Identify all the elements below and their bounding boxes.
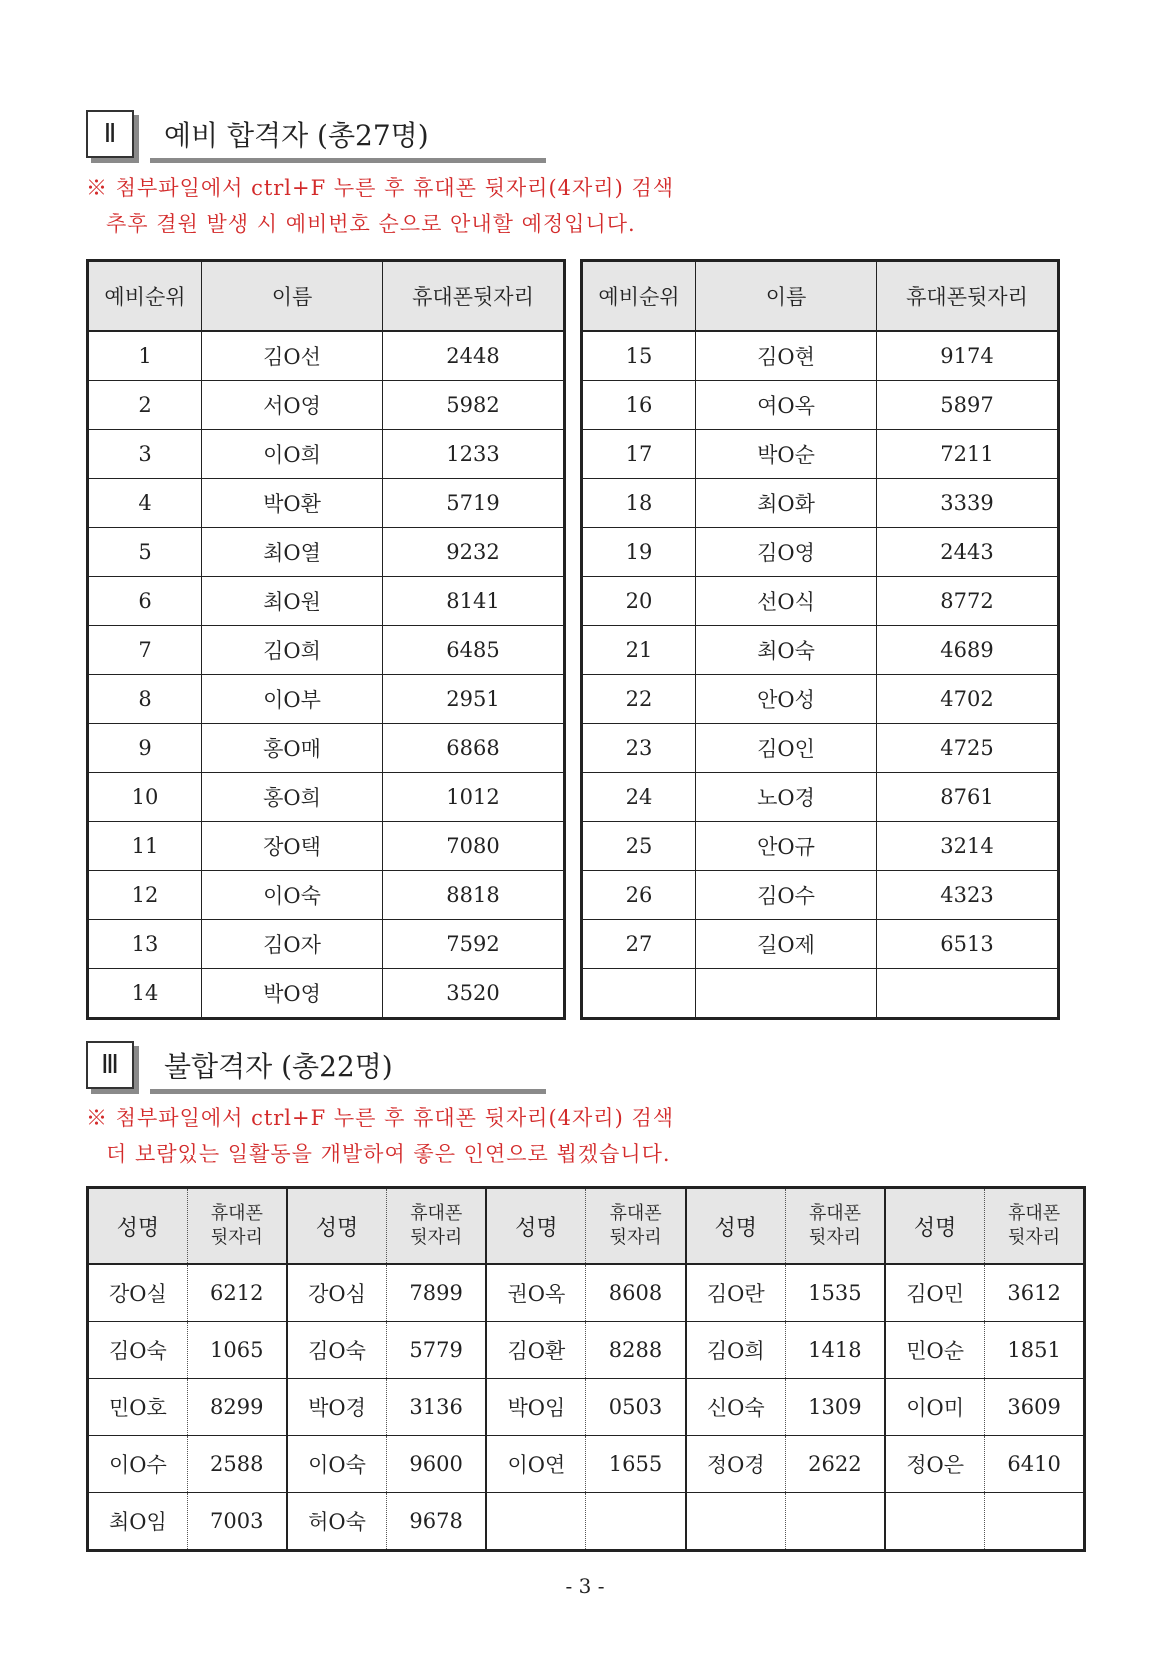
header-name: 성명 [686,1188,786,1265]
rank-cell: 6 [88,577,202,626]
phone-cell: 8772 [877,577,1059,626]
name-cell: 홍O희 [202,773,383,822]
phone-cell: 8141 [383,577,565,626]
phone-cell: 9174 [877,331,1059,381]
rank-cell: 12 [88,871,202,920]
phone-cell [785,1493,885,1551]
section-2-heading [86,110,546,158]
name-cell [885,1493,985,1551]
name-cell: 최O원 [202,577,383,626]
section-2-underline [150,158,546,163]
rank-cell: 5 [88,528,202,577]
table-row [88,1493,1085,1551]
phone-cell: 8608 [586,1264,686,1322]
name-cell: 김O란 [686,1264,786,1322]
name-cell: 허O숙 [287,1493,387,1551]
section-3-underline [150,1089,546,1094]
table-row [582,871,1059,920]
phone-cell: 8299 [187,1379,287,1436]
header-phone-line1: 휴대폰 [1008,1203,1061,1224]
phone-cell: 9232 [383,528,565,577]
header-phone-line2: 뒷자리 [1008,1227,1061,1248]
table-row [88,675,565,724]
name-cell: 최O임 [88,1493,188,1551]
phone-cell: 8818 [383,871,565,920]
name-cell: 김O선 [202,331,383,381]
header-phone [985,1188,1085,1265]
name-cell: 민O호 [88,1379,188,1436]
name-cell: 김O영 [696,528,877,577]
phone-cell: 6212 [187,1264,287,1322]
name-cell: 서O영 [202,381,383,430]
rank-cell: 15 [582,331,696,381]
header-rank: 예비순위 [582,261,696,332]
name-cell: 김O자 [202,920,383,969]
table-row [582,773,1059,822]
name-cell: 정O경 [686,1436,786,1493]
phone-cell [586,1493,686,1551]
rank-cell: 22 [582,675,696,724]
phone-cell: 3136 [387,1379,487,1436]
phone-cell: 1851 [985,1322,1085,1379]
name-cell: 민O순 [885,1322,985,1379]
rank-cell: 27 [582,920,696,969]
table-row [88,577,565,626]
rank-cell: 17 [582,430,696,479]
name-cell: 김O희 [202,626,383,675]
table-row [582,675,1059,724]
name-cell: 홍O매 [202,724,383,773]
name-cell: 신O숙 [686,1379,786,1436]
rank-cell: 8 [88,675,202,724]
header-rank: 예비순위 [88,261,202,332]
table-row [88,920,565,969]
phone-cell: 3339 [877,479,1059,528]
phone-cell: 2622 [785,1436,885,1493]
phone-cell: 6868 [383,724,565,773]
rank-cell: 21 [582,626,696,675]
phone-cell: 1535 [785,1264,885,1322]
rank-cell: 9 [88,724,202,773]
header-phone-line1: 휴대폰 [410,1203,463,1224]
section-3-number-box: Ⅲ [86,1041,134,1089]
section-2-number-box: Ⅱ [86,110,134,158]
table-row [88,871,565,920]
name-cell: 최O화 [696,479,877,528]
header-phone-line1: 휴대폰 [609,1203,662,1224]
table-row [88,626,565,675]
header-name: 성명 [885,1188,985,1265]
name-cell: 이O미 [885,1379,985,1436]
name-cell: 이O숙 [287,1436,387,1493]
phone-cell: 1418 [785,1322,885,1379]
phone-cell: 1233 [383,430,565,479]
table-row [582,331,1059,381]
section-3-title: 불합격자 (총22명) [164,1050,393,1083]
table-row [88,528,565,577]
phone-cell: 3609 [985,1379,1085,1436]
rank-cell: 1 [88,331,202,381]
phone-cell: 3612 [985,1264,1085,1322]
name-cell [696,969,877,1019]
reserve-table-header-row [88,261,565,332]
section-3-note [86,1100,674,1172]
name-cell: 김O숙 [88,1322,188,1379]
rank-cell: 25 [582,822,696,871]
phone-cell: 5719 [383,479,565,528]
name-cell: 이O희 [202,430,383,479]
name-cell: 이O숙 [202,871,383,920]
name-cell: 박O환 [202,479,383,528]
header-name: 이름 [202,261,383,332]
phone-cell: 2951 [383,675,565,724]
rank-cell: 23 [582,724,696,773]
header-name: 성명 [88,1188,188,1265]
table-row [582,920,1059,969]
rank-cell: 26 [582,871,696,920]
table-row [88,430,565,479]
phone-cell: 3520 [383,969,565,1019]
phone-cell [877,969,1059,1019]
name-cell: 김O수 [696,871,877,920]
name-cell: 김O민 [885,1264,985,1322]
name-cell: 박O임 [486,1379,586,1436]
name-cell: 박O경 [287,1379,387,1436]
name-cell: 권O옥 [486,1264,586,1322]
name-cell: 정O은 [885,1436,985,1493]
rank-cell: 7 [88,626,202,675]
phone-cell: 2588 [187,1436,287,1493]
phone-cell: 1655 [586,1436,686,1493]
table-row [582,381,1059,430]
rank-cell: 14 [88,969,202,1019]
header-name: 성명 [287,1188,387,1265]
header-name: 이름 [696,261,877,332]
name-cell [486,1493,586,1551]
phone-cell: 7003 [187,1493,287,1551]
phone-cell [985,1493,1085,1551]
header-phone-line2: 뒷자리 [210,1227,263,1248]
name-cell: 안O규 [696,822,877,871]
phone-cell: 0503 [586,1379,686,1436]
phone-cell: 5779 [387,1322,487,1379]
name-cell: 박O영 [202,969,383,1019]
name-cell: 김O환 [486,1322,586,1379]
table-row [582,430,1059,479]
table-row [582,577,1059,626]
header-phone: 휴대폰뒷자리 [877,261,1059,332]
header-phone [785,1188,885,1265]
name-cell: 김O희 [686,1322,786,1379]
name-cell: 최O숙 [696,626,877,675]
name-cell: 김O인 [696,724,877,773]
name-cell: 안O성 [696,675,877,724]
phone-cell: 5897 [877,381,1059,430]
header-phone-line1: 휴대폰 [210,1203,263,1224]
table-row [582,626,1059,675]
rank-cell: 19 [582,528,696,577]
phone-cell: 1309 [785,1379,885,1436]
phone-cell: 4323 [877,871,1059,920]
table-row [88,822,565,871]
rank-cell: 13 [88,920,202,969]
table-row [582,479,1059,528]
section-3-note-line1: ※ 첨부파일에서 ctrl+F 누른 후 휴대폰 뒷자리(4자리) 검색 [86,1106,675,1130]
table-row [88,331,565,381]
name-cell: 최O열 [202,528,383,577]
phone-cell: 6410 [985,1436,1085,1493]
section-2-note [86,170,674,242]
name-cell: 김O숙 [287,1322,387,1379]
reserve-table-left [86,259,566,1020]
rank-cell: 18 [582,479,696,528]
name-cell: 노O경 [696,773,877,822]
table-row [88,1264,1085,1322]
name-cell: 김O현 [696,331,877,381]
rank-cell: 24 [582,773,696,822]
phone-cell: 6513 [877,920,1059,969]
header-phone-line2: 뒷자리 [808,1227,861,1248]
phone-cell: 2448 [383,331,565,381]
phone-cell: 7899 [387,1264,487,1322]
phone-cell: 7080 [383,822,565,871]
reserve-table-header-row [582,261,1059,332]
phone-cell: 2443 [877,528,1059,577]
section-2-note-line2: 추후 결원 발생 시 예비번호 순으로 안내할 예정입니다. [106,212,636,236]
table-row [582,969,1059,1019]
header-phone-line2: 뒷자리 [609,1227,662,1248]
page-number: - 3 - [565,1574,605,1598]
table-row [88,1322,1085,1379]
phone-cell: 4689 [877,626,1059,675]
phone-cell: 9678 [387,1493,487,1551]
header-phone: 휴대폰뒷자리 [383,261,565,332]
table-row [88,724,565,773]
header-phone-line2: 뒷자리 [410,1227,463,1248]
name-cell: 이O수 [88,1436,188,1493]
table-row [88,479,565,528]
phone-cell: 7592 [383,920,565,969]
table-row [582,724,1059,773]
phone-cell: 4702 [877,675,1059,724]
phone-cell: 4725 [877,724,1059,773]
phone-cell: 9600 [387,1436,487,1493]
name-cell [686,1493,786,1551]
phone-cell: 1065 [187,1322,287,1379]
phone-cell: 7211 [877,430,1059,479]
rank-cell [582,969,696,1019]
table-row [88,1436,1085,1493]
table-row [582,528,1059,577]
name-cell: 여O옥 [696,381,877,430]
name-cell: 박O순 [696,430,877,479]
rank-cell: 3 [88,430,202,479]
table-row [88,773,565,822]
phone-cell: 3214 [877,822,1059,871]
name-cell: 강O심 [287,1264,387,1322]
phone-cell: 1012 [383,773,565,822]
name-cell: 선O식 [696,577,877,626]
rank-cell: 2 [88,381,202,430]
name-cell: 장O택 [202,822,383,871]
rank-cell: 10 [88,773,202,822]
header-phone-line1: 휴대폰 [808,1203,861,1224]
phone-cell: 5982 [383,381,565,430]
phone-cell: 6485 [383,626,565,675]
reserve-table-right [580,259,1060,1020]
header-phone [387,1188,487,1265]
name-cell: 강O실 [88,1264,188,1322]
header-name: 성명 [486,1188,586,1265]
failed-table-header-row [88,1188,1085,1265]
section-2-title: 예비 합격자 (총27명) [164,119,429,152]
table-row [582,822,1059,871]
header-phone [586,1188,686,1265]
name-cell: 이O연 [486,1436,586,1493]
rank-cell: 11 [88,822,202,871]
rank-cell: 4 [88,479,202,528]
name-cell: 길O제 [696,920,877,969]
phone-cell: 8761 [877,773,1059,822]
rank-cell: 16 [582,381,696,430]
table-row [88,1379,1085,1436]
section-2-note-line1: ※ 첨부파일에서 ctrl+F 누른 후 휴대폰 뒷자리(4자리) 검색 [86,176,675,200]
failed-table [86,1186,1086,1552]
table-row [88,969,565,1019]
header-phone [187,1188,287,1265]
section-3-heading [86,1041,546,1089]
section-3-note-line2: 더 보람있는 일활동을 개발하여 좋은 인연으로 뵙겠습니다. [106,1142,671,1166]
table-row [88,381,565,430]
phone-cell: 8288 [586,1322,686,1379]
name-cell: 이O부 [202,675,383,724]
rank-cell: 20 [582,577,696,626]
